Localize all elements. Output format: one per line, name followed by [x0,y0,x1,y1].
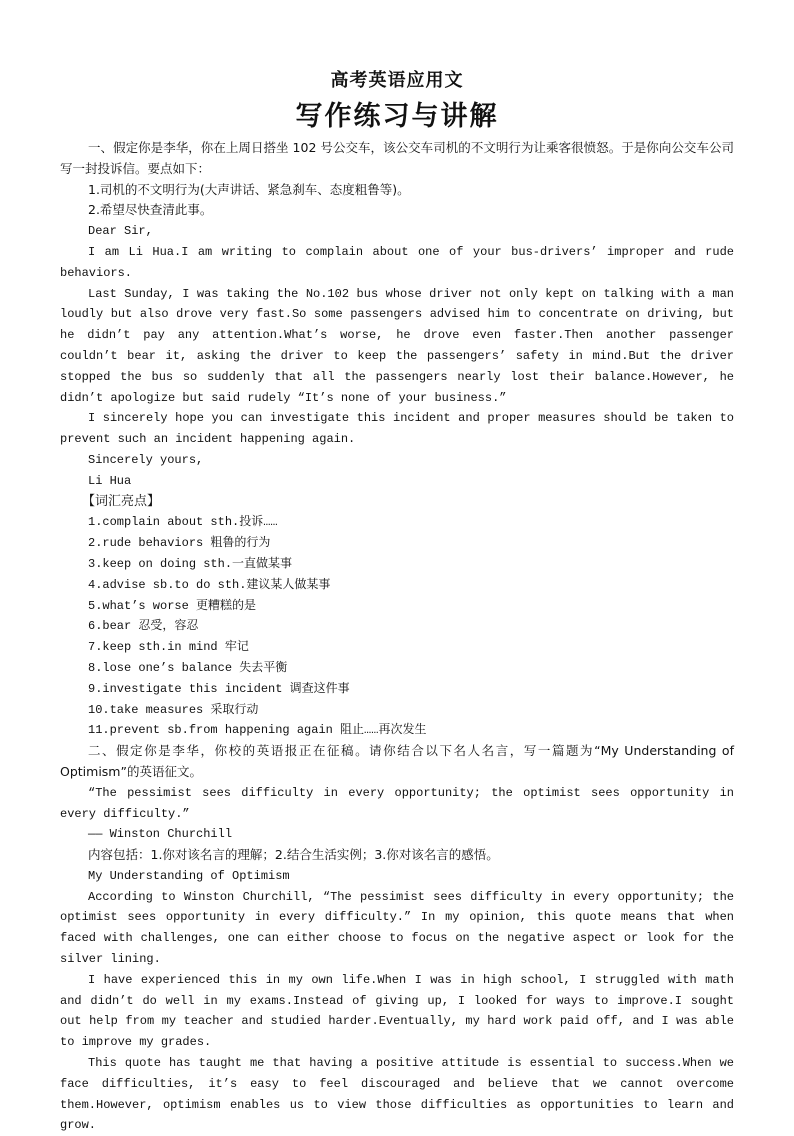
document-title: 写作练习与讲解 [295,101,499,132]
letter-closing: Sincerely yours, [88,452,204,467]
task2-quote: “The pessimist sees difficulty in every opportunity; the optimist sees opportunity in every difficulty.” [60,785,734,821]
vocab-item: 1.complain about sth.投诉…… [88,515,278,530]
task1-point: 1.司机的不文明行为(大声讲话、紧急刹车、态度粗鲁等)。 [88,181,410,197]
letter-paragraph: I am Li Hua.I am writing to complain about one of your bus-drivers’ improper and rude behaviors. [60,244,734,280]
vocab-item: 7.keep sth.in mind 牢记 [88,640,249,655]
letter-signature: Li Hua [88,473,132,488]
vocab-item: 9.investigate this incident 调查这件事 [88,681,350,696]
letter-salutation: Dear Sir, [88,224,153,239]
essay-title: My Understanding of Optimism [88,868,290,883]
vocab-item: 3.keep on doing sth.一直做某事 [88,556,293,571]
essay-paragraph: I have experienced this in my own life.When I was in high school, I struggled with math and didn’t do well in my exams.Instead of giving up, I looked for ways to improve.I sought out help from my teacher and studied harder.Eventually, my hard work paid off, and I was able to improve my grades. [60,972,734,1050]
vocab-item: 4.advise sb.to do sth.建议某人做某事 [88,577,331,592]
quote-attribution: —— Winston Churchill [88,827,233,842]
vocab-item: 6.bear 忍受，容忍 [88,619,199,634]
letter-paragraph: I sincerely hope you can investigate this incident and proper measures should be taken to prevent such an incident happening again. [60,411,734,447]
vocab-item: 5.what’s worse 更糟糕的是 [88,598,257,613]
task1-point: 2.希望尽快查清此事。 [88,202,213,218]
vocab-heading: 【词汇亮点】 [82,493,161,509]
essay-paragraph: According to Winston Churchill, “The pessimist sees difficulty in every opportunity; the optimist sees opportunity in every difficulty.” In my opinion, this quote means that when faced with challenges, one can either choose to focus on the negative aspect or look for the silver lining. [60,889,734,967]
document-subtitle: 高考英语应用文 [330,70,464,91]
vocab-item: 11.prevent sb.from happening again 阻止……再次发生 [88,723,427,738]
vocab-item: 2.rude behaviors 粗鲁的行为 [88,536,271,551]
document-page [60,66,734,1136]
essay-paragraph: This quote has taught me that having a positive attitude is essential to success.When we face difficulties, it’s easy to feel discouraged and believe that we cannot overcome them.However, optimism enables us to view those difficulties as opportunities to learn and grow. [60,1056,734,1133]
letter-paragraph: Last Sunday, I was taking the No.102 bus whose driver not only kept on talking with a man loudly but also drove very fast.So some passengers advised him to concentrate on driving, but he didn’t pay any attention.What’s worse, he drove even faster.Then another passenger couldn’t bear it, asking the driver to keep the passengers’ safety in mind.But the driver stopped the bus so suddenly that all the passengers nearly lost their balance.However, he didn’t apologize but said rudely “It’s none of your business.” [60,286,734,405]
task2-prompt: 二、假定你是李华，你校的英语报正在征稿。请你结合以下名人名言，写一篇题为“My Understanding of Optimism”的英语征文。 [60,743,734,779]
task2-requirements: 内容包括：1.你对该名言的理解；2.结合生活实例；3.你对该名言的感悟。 [88,847,499,863]
task1-prompt: 一、假定你是李华，你在上周日搭坐 102 号公交车，该公交车司机的不文明行为让乘客很愤怒。于是你向公交车公司写一封投诉信。要点如下： [60,140,734,176]
vocab-item: 10.take measures 采取行动 [88,702,259,717]
vocab-item: 8.lose one’s balance 失去平衡 [88,660,288,675]
